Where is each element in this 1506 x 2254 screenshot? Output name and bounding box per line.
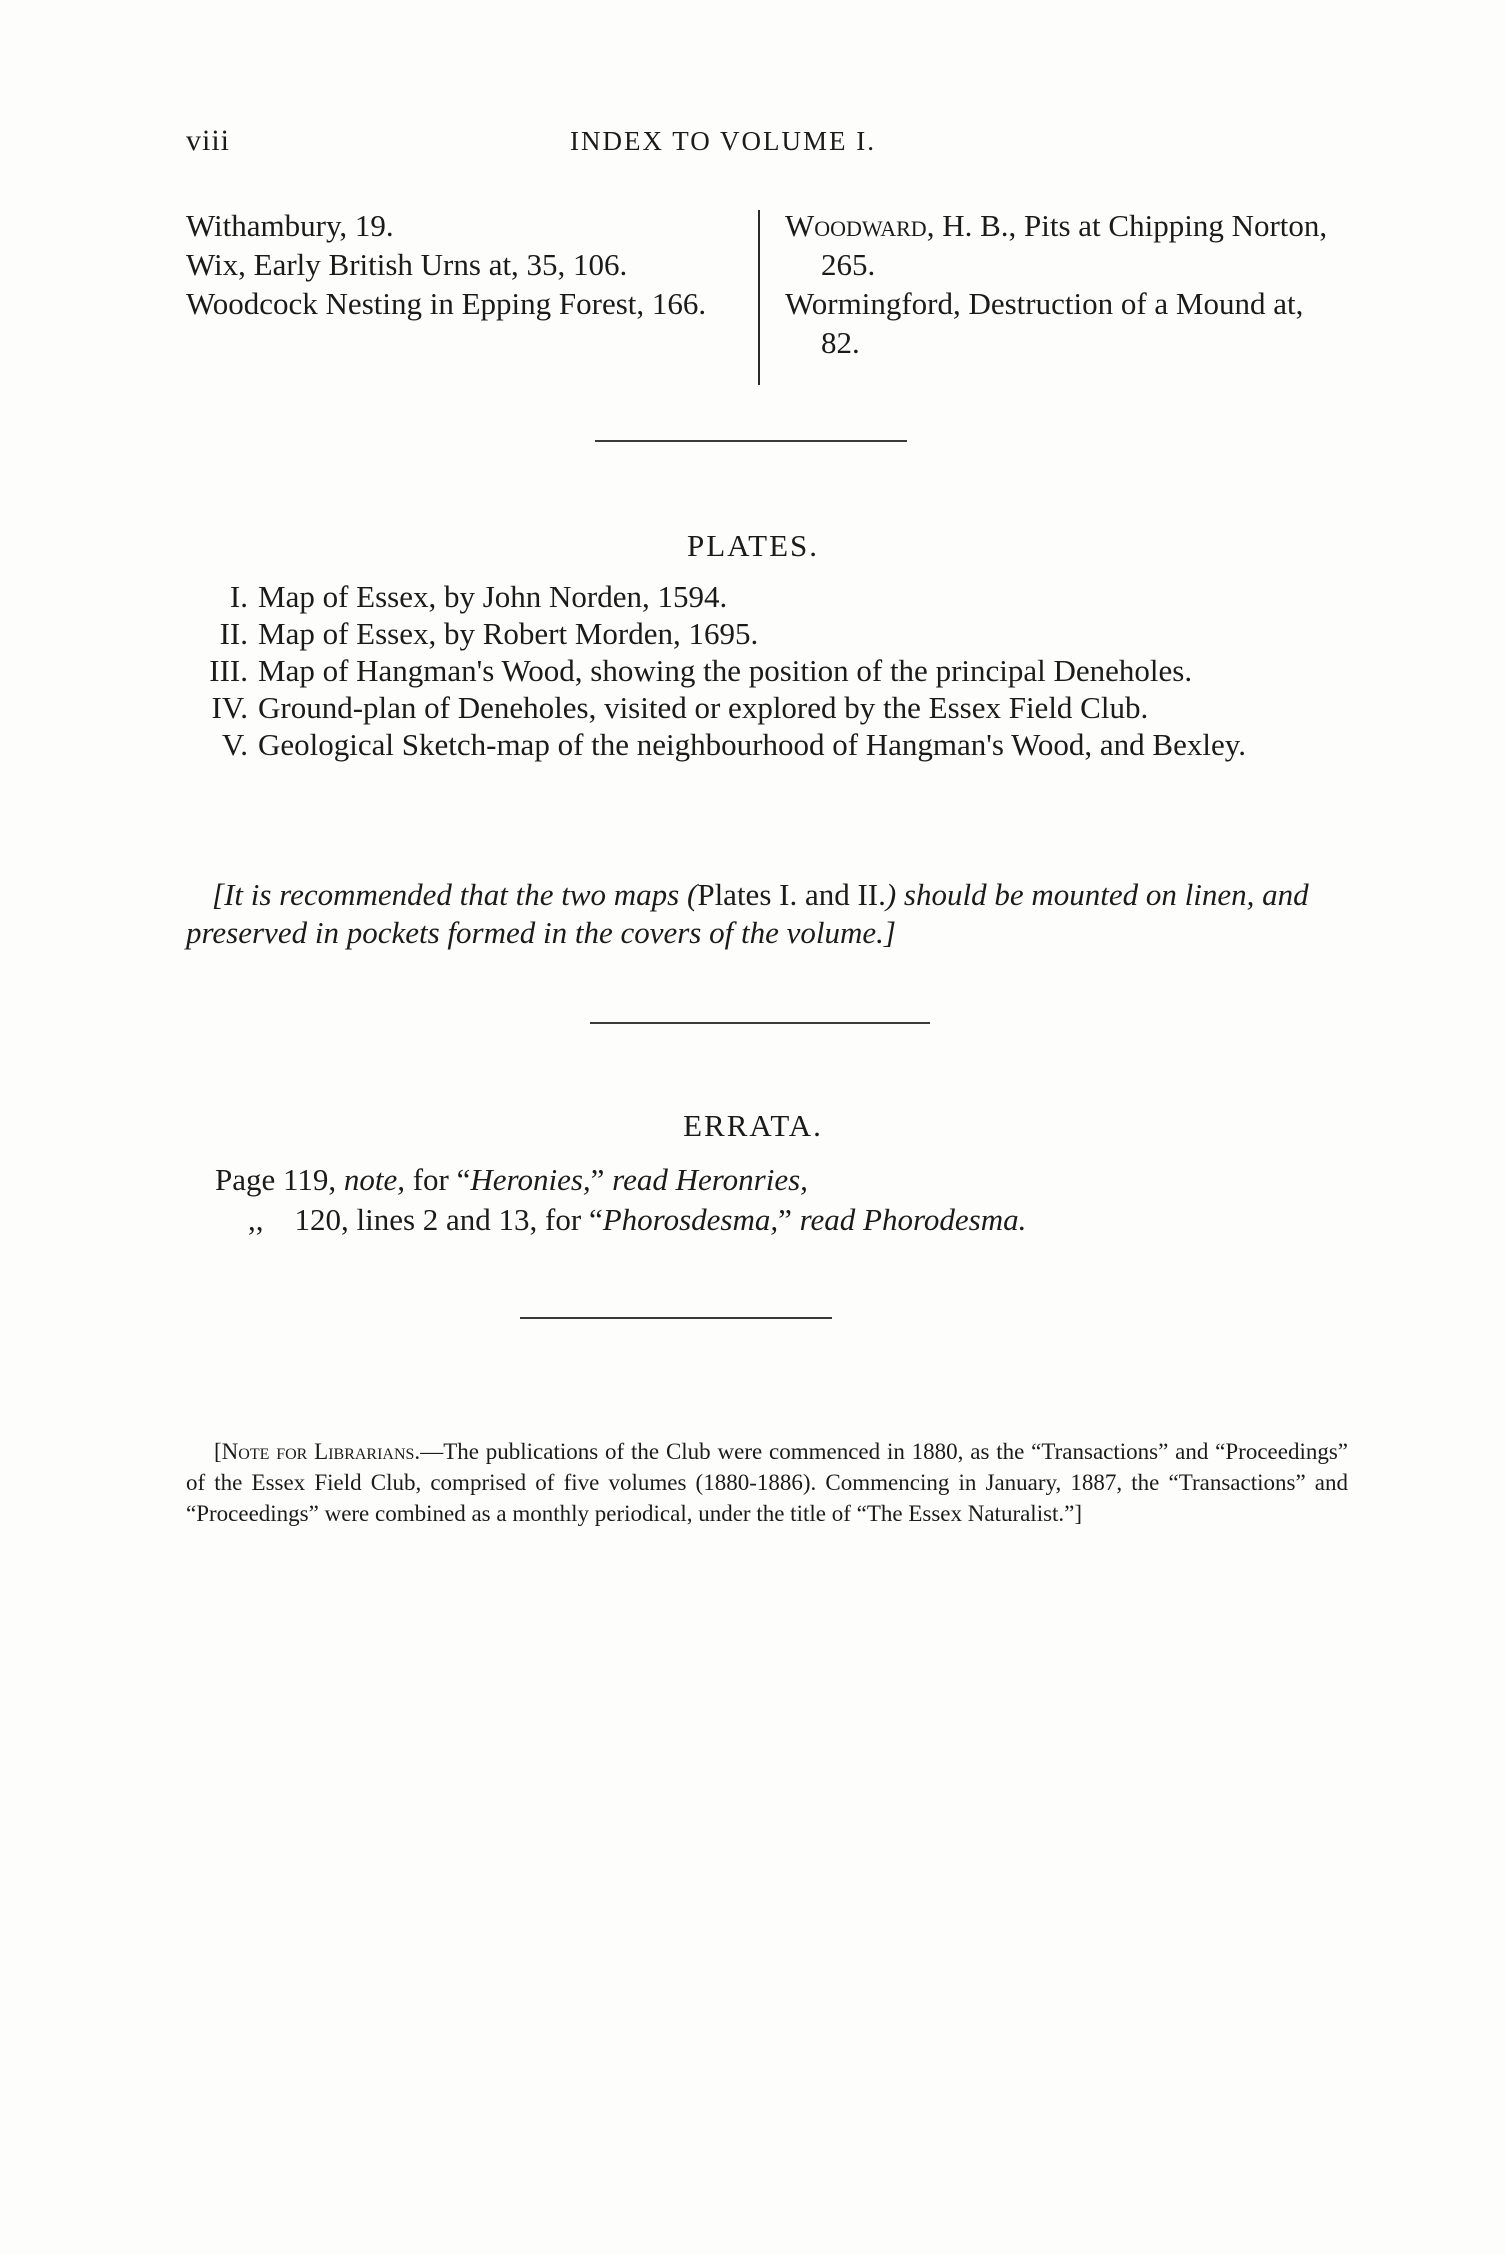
errata-read-word: read — [799, 1202, 856, 1237]
plates-mounting-note — [186, 876, 1348, 952]
errata-location: Page 119, — [215, 1162, 344, 1197]
plate-number: III. — [209, 653, 248, 688]
plate-number: V. — [221, 727, 248, 762]
index-entry: Woodcock Nesting in Epping Forest, 166. — [186, 286, 707, 321]
plate-item — [186, 578, 1348, 615]
errata-heading: ERRATA. — [683, 1108, 823, 1143]
plate-number: IV. — [211, 690, 248, 725]
errata-quote-close: ” — [778, 1202, 800, 1237]
index-entry — [785, 206, 1345, 284]
index-entry: Wormingford, Destruction of a Mound at, 82. — [785, 286, 1304, 360]
plate-description: Ground-plan of Deneholes, visited or explored by the Essex Field Club. — [258, 690, 1149, 725]
index-entry-author: Woodward, H. B., — [785, 208, 1017, 243]
librarians-note-label: [Note for Librarians. — [214, 1439, 421, 1464]
errata-location: 120, lines 2 and 13, for “ — [294, 1202, 603, 1237]
errata-ditto: ,, — [248, 1202, 264, 1237]
index-right-column — [785, 206, 1345, 362]
plate-item — [186, 652, 1348, 689]
index-entry: Wix, Early British Urns at, 35, 106. — [186, 247, 628, 282]
plate-description: Map of Essex, by Robert Morden, 1695. — [258, 616, 759, 651]
errata-note-word: note, — [343, 1162, 405, 1197]
errata-quote-close: ” — [590, 1162, 613, 1197]
plate-item — [186, 726, 1348, 763]
index-entry: Withambury, 19. — [186, 208, 394, 243]
plate-number: I. — [229, 579, 248, 614]
note-text: [It is recommended that the two maps ( — [212, 877, 698, 912]
plate-item — [186, 615, 1348, 652]
section-divider — [590, 1022, 930, 1024]
errata-correct-term: Heronries, — [667, 1162, 808, 1197]
librarians-note-text: —The publications of the Club were commenced in 1880, as the “Transactions” and “Proceedings” of the Essex Field Club, comprised of five volumes (1880-1886). Commencing in January, 1887, the “Transactions” and “Proceedings” were combined as a monthly periodical, under the title of “The Essex Naturalist.”] — [186, 1439, 1348, 1526]
page-number: viii — [186, 124, 231, 157]
running-title: INDEX TO VOLUME I. — [570, 126, 876, 156]
plate-description: Map of Essex, by John Norden, 1594. — [258, 579, 728, 614]
errata-for-word: for “ — [404, 1162, 471, 1197]
errata-wrong-term: Heronies, — [470, 1162, 591, 1197]
section-divider — [595, 440, 907, 442]
plate-description: Map of Hangman's Wood, showing the position of the principal Deneholes. — [258, 653, 1193, 688]
librarians-note — [186, 1436, 1348, 1529]
plates-list — [186, 578, 1348, 763]
plate-item — [186, 689, 1348, 726]
column-divider — [758, 210, 760, 385]
errata-correct-term: Phorodesma. — [855, 1202, 1027, 1237]
errata-item — [215, 1160, 1345, 1200]
section-divider — [520, 1317, 832, 1319]
errata-read-word: read — [612, 1162, 668, 1197]
errata-item — [215, 1200, 1345, 1240]
index-left-column — [186, 206, 746, 323]
note-plates-reference: Plates I. and II. — [697, 877, 886, 912]
errata-list — [215, 1160, 1345, 1240]
note-text: ) should be mounted on linen, and preserved in pockets formed in the covers of the volume.] — [186, 877, 1309, 950]
index-entry-text: Pits at Chipping Norton, 265. — [821, 208, 1328, 282]
errata-wrong-term: Phorosdesma, — [602, 1202, 779, 1237]
plate-description: Geological Sketch-map of the neighbourhood of Hangman's Wood, and Bexley. — [258, 727, 1246, 762]
plate-number: II. — [219, 616, 248, 651]
plates-heading: PLATES. — [687, 528, 819, 563]
